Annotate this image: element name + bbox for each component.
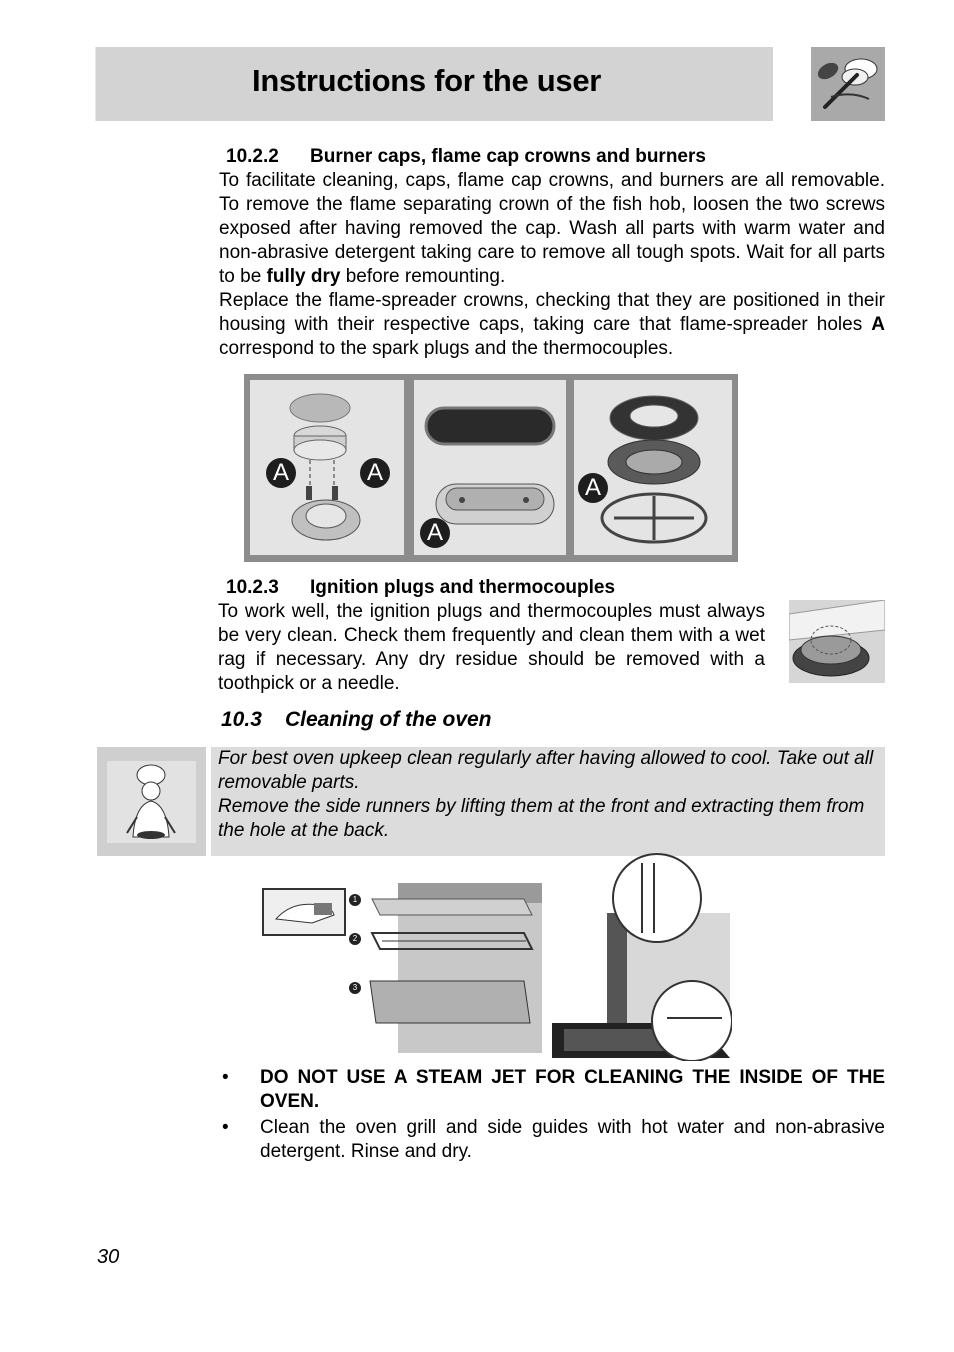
section-10-2-2-body — [219, 169, 885, 361]
section-heading-10-3 — [221, 708, 492, 732]
section-number: 10.2.2 — [226, 146, 279, 167]
note-line-1: For best oven upkeep clean regularly after having allowed to cool. Take out all removable parts. — [218, 748, 874, 793]
label-a-1: A — [266, 458, 296, 488]
bullet-symbol: • — [222, 1067, 229, 1088]
bullet-steam-warning — [222, 1066, 885, 1114]
section-title: Ignition plugs and thermocouples — [310, 577, 616, 598]
paragraph-cleaning — [219, 169, 885, 289]
spoon-chef-hat-icon — [811, 47, 885, 121]
thermocouple-image — [789, 600, 885, 683]
page-title: Instructions for the user — [252, 63, 602, 98]
paragraph-replace — [219, 289, 885, 361]
burner-parts-figure — [244, 374, 738, 562]
section-heading-10-2-3 — [226, 577, 615, 599]
marker-1: 1 — [352, 895, 358, 904]
marker-2: 2 — [352, 934, 358, 943]
label-a-3: A — [420, 518, 450, 548]
bold-text: A — [871, 314, 885, 335]
chef-icon — [97, 747, 206, 856]
bold-text: fully dry — [266, 266, 341, 287]
burner-panel-3 — [574, 380, 732, 555]
note-text — [218, 747, 880, 843]
bullet-clean-grill — [222, 1116, 885, 1164]
section-number: 10.3 — [221, 708, 262, 731]
bullet-symbol: • — [222, 1117, 229, 1138]
section-10-2-3-body — [218, 600, 765, 696]
text-run: Replace the flame-spreader crowns, checking that they are positioned in their housing with their respective caps, taking care that flame-spreader holes — [219, 290, 885, 335]
page-number: 30 — [97, 1246, 120, 1268]
section-heading-10-2-2 — [226, 146, 706, 168]
note-line-2: Remove the side runners by lifting them at the front and extracting them from the hole at the back. — [218, 796, 865, 841]
text-run: before remounting. — [340, 266, 506, 287]
section-number: 10.2.3 — [226, 577, 279, 598]
paragraph-ignition: To work well, the ignition plugs and thermocouples must always be very clean. Check them frequently and clean them with a wet rag if necessary. Any dry residue should be removed with a toothpick or a needle. — [218, 601, 765, 694]
text-run: To facilitate cleaning, caps, flame cap crowns, and burners are all removable. To remove the flame separating crown of the fish hob, loosen the two screws exposed after having removed the cap. Wash all parts with warm water and non-abrasive detergent taking care to remove all tough spots. Wait for all parts to be — [219, 170, 885, 287]
bullet-text: DO NOT USE A STEAM JET FOR CLEANING THE INSIDE OF THE OVEN. — [260, 1067, 885, 1112]
oven-cleaning-figure — [262, 853, 732, 1061]
section-title: Cleaning of the oven — [285, 708, 492, 731]
label-a-2: A — [360, 458, 390, 488]
text-run: correspond to the spark plugs and the thermocouples. — [219, 338, 674, 359]
label-a-4: A — [578, 473, 608, 503]
marker-3: 3 — [352, 983, 358, 992]
bullet-text: Clean the oven grill and side guides with hot water and non-abrasive detergent. Rinse and dry. — [260, 1117, 885, 1162]
section-title: Burner caps, flame cap crowns and burners — [310, 146, 706, 167]
